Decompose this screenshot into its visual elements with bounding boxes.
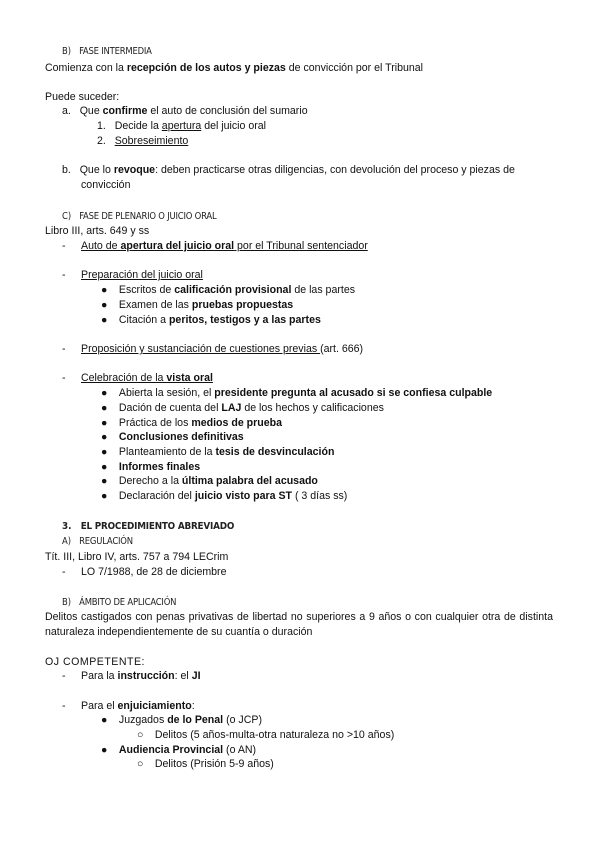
bullet-icon: ● — [101, 417, 108, 429]
list-item: b. Que lo revoque: deben practicarse otras diligencias, con devolución del proceso y piezas de — [62, 164, 515, 176]
paragraph: Comienza con la recepción de los autos y piezas de convicción por el Tribunal — [45, 62, 424, 74]
bullet-icon: ● — [101, 431, 108, 443]
list-item: 2. Sobreseimiento — [97, 135, 189, 147]
paragraph: Tít. III, Libro IV, arts. 757 a 794 LECrim — [45, 551, 229, 563]
list-item: a. Que confirme el auto de conclusión del sumario — [62, 105, 308, 117]
bullet-icon: ● — [101, 714, 108, 726]
dash-item: - Para el enjuiciamiento: — [62, 700, 195, 712]
section-heading: B) FASE INTERMEDIA — [62, 46, 152, 57]
bullet-icon: ● — [101, 490, 108, 502]
bullet-item: ● Planteamiento de la tesis de desvinculación — [101, 446, 335, 458]
bullet-icon: ● — [101, 284, 108, 296]
dash-item: - Para la instrucción: el JI — [62, 670, 201, 682]
paragraph: OJ COMPETENTE: — [45, 656, 145, 668]
subsection-heading: B) ÁMBITO DE APLICACIÓN — [62, 597, 177, 608]
paragraph: Libro III, arts. 649 y ss — [45, 225, 150, 237]
dash-item: - Celebración de la vista oral — [62, 372, 213, 384]
bullet-icon: ● — [101, 475, 108, 487]
bullet-icon: ● — [101, 299, 108, 311]
bullet-item: ● Audiencia Provincial (o AN) — [101, 744, 257, 756]
bullet-icon: ● — [101, 387, 108, 399]
circle-bullet-icon: ○ — [137, 729, 144, 741]
bullet-icon: ● — [101, 402, 108, 414]
bullet-item: ● Dación de cuenta del LAJ de los hechos y calificaciones — [101, 402, 384, 414]
subsection-heading: A) REGULACIÓN — [62, 536, 133, 547]
bullet-item: ● Derecho a la última palabra del acusado — [101, 475, 318, 487]
list-item: 1. Decide la apertura del juicio oral — [97, 120, 267, 132]
bullet-item: ● Citación a peritos, testigos y a las partes — [101, 314, 321, 326]
bullet-icon: ● — [101, 446, 108, 458]
paragraph: Delitos castigados con penas privativas de libertad no superiores a 9 años o con cualquier otra de distinta naturaleza independientemente de su cuantía o duración — [45, 611, 553, 638]
paragraph: Puede suceder: — [45, 91, 120, 103]
bullet-icon: ● — [101, 461, 108, 473]
sub-bullet-item: ○ Delitos (5 años-multa-otra naturaleza no >10 años) — [137, 729, 395, 741]
bullet-item: ● Examen de las pruebas propuestas — [101, 299, 294, 311]
bullet-item: ● Conclusiones definitivas — [101, 431, 244, 443]
dash-item: - Proposición y sustanciación de cuestiones previas (art. 666) — [62, 343, 364, 355]
section-heading: C) FASE DE PLENARIO O JUICIO ORAL — [62, 211, 217, 222]
list-item-continuation: convicción — [81, 179, 131, 191]
section-heading: 3. EL PROCEDIMIENTO ABREVIADO — [62, 521, 235, 532]
bullet-icon: ● — [101, 744, 108, 756]
dash-item: - Auto de apertura del juicio oral por el Tribunal sentenciador — [62, 240, 368, 252]
bullet-item: ● Informes finales — [101, 461, 201, 473]
bullet-item: ● Abierta la sesión, el presidente pregunta al acusado si se confiesa culpable — [101, 387, 493, 399]
circle-bullet-icon: ○ — [137, 758, 144, 770]
bullet-item: ● Práctica de los medios de prueba — [101, 417, 282, 429]
dash-item: - LO 7/1988, de 28 de diciembre — [62, 566, 227, 578]
sub-bullet-item: ○ Delitos (Prisión 5-9 años) — [137, 758, 274, 770]
dash-item: - Preparación del juicio oral — [62, 269, 203, 281]
bullet-item: ● Juzgados de lo Penal (o JCP) — [101, 714, 262, 726]
bullet-icon: ● — [101, 314, 108, 326]
bullet-item: ● Declaración del juicio visto para ST ( 3 días ss) — [101, 490, 348, 502]
bullet-item: ● Escritos de calificación provisional de las partes — [101, 284, 356, 296]
